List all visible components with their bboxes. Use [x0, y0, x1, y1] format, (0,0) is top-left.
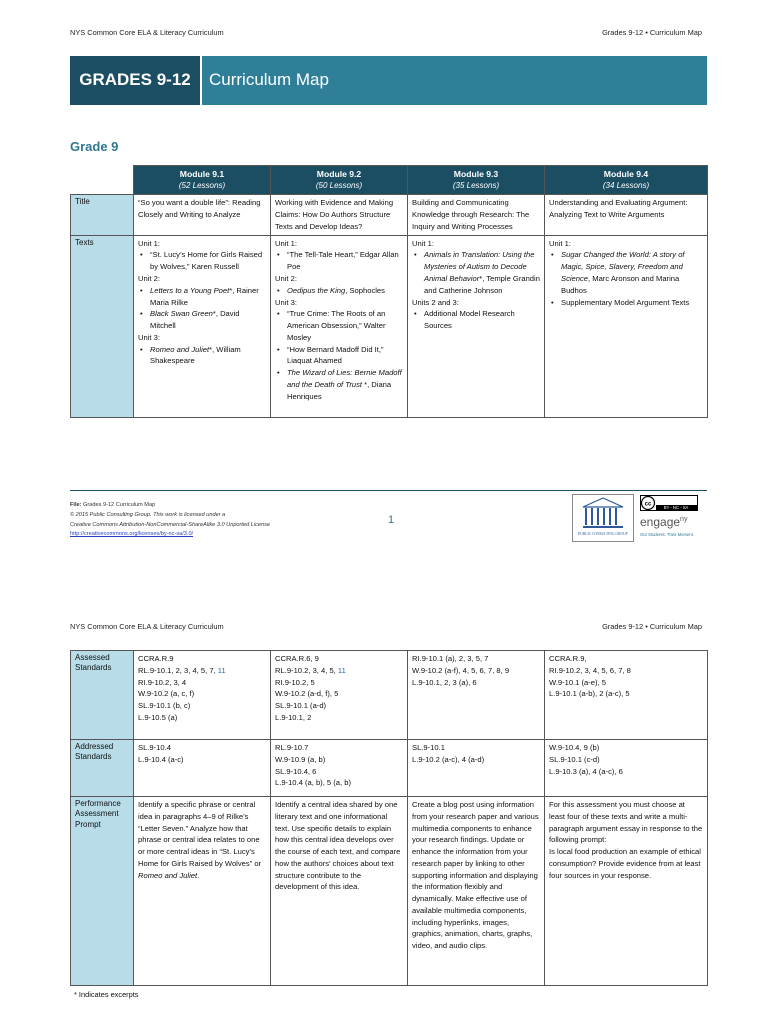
- text-item: [138, 285, 266, 309]
- text-list: [275, 285, 403, 297]
- standard-text: RL.9-10.2, 3, 4, 5,: [275, 665, 338, 675]
- assessed-cell-9-4: [545, 651, 708, 740]
- module-header-row: [71, 166, 708, 195]
- prompt-title: Romeo and Juliet: [138, 870, 198, 880]
- banner-grades: GRADES 9-12: [70, 56, 200, 105]
- performance-assessment-row: [71, 797, 708, 986]
- assessed-cell-9-1: [134, 651, 271, 740]
- texts-cell-9-4: [545, 235, 708, 417]
- creative-commons-badge: [640, 495, 698, 511]
- footer-file-name: Grades 9-12 Curriculum Map: [81, 502, 156, 508]
- text-list: [275, 249, 403, 273]
- standard-line: RI.9-10.2, 5: [275, 677, 315, 687]
- standard-line: [138, 665, 266, 677]
- assessed-standards-row: [71, 651, 708, 740]
- module-name: Module 9.1: [179, 169, 225, 179]
- running-header-left-page2: NYS Common Core ELA & Literacy Curriculum: [70, 622, 224, 631]
- standard-highlight: 11: [217, 665, 226, 675]
- standard-line: L.9-10.2 (a-c), 4 (a-d): [412, 754, 485, 764]
- standard-line: W.9-10.2 (a-d, f), 5: [275, 689, 339, 699]
- unit-label: Unit 2:: [275, 273, 297, 283]
- standard-line: L.9-10.3 (a), 4 (a-c), 6: [549, 766, 623, 776]
- assessed-cell-9-2: [271, 651, 408, 740]
- text-list: [138, 285, 266, 332]
- prompt-cell-9-4: [545, 797, 708, 986]
- standard-highlight: 11: [337, 665, 346, 675]
- texts-row: [71, 235, 708, 417]
- unit-label: Units 2 and 3:: [412, 297, 459, 307]
- addressed-cell-9-2: [271, 740, 408, 797]
- standard-line: CCRA.R.9,: [549, 654, 587, 663]
- text-author: *, Temple Grandin and Catherine Johnson: [424, 273, 540, 295]
- pcg-logo-text: PUBLIC CONSULTING GROUP: [578, 532, 628, 536]
- module-lessons: (50 Lessons): [315, 180, 363, 190]
- curriculum-table-top: [70, 165, 708, 418]
- text-list: [412, 308, 540, 332]
- standard-line: L.9-10.1, 2: [275, 712, 312, 722]
- module-lessons: (52 Lessons): [178, 180, 226, 190]
- unit-label: Unit 1:: [275, 238, 297, 248]
- text-item: [138, 308, 266, 332]
- title-cell-9-1: “So you want a double life”: Reading Closely and Writing to Analyze: [134, 195, 271, 235]
- row-label-performance: Performance Assessment Prompt: [71, 797, 134, 986]
- text-title: Romeo and Juliet: [150, 344, 210, 354]
- standard-line: RI.9-10.2, 3, 4, 5, 6, 7, 8: [549, 665, 631, 675]
- title-banner: [70, 56, 707, 105]
- standard-line: SL.9-10.1 (c-d): [549, 754, 600, 764]
- text-list: [275, 308, 403, 402]
- standard-line: L.9-10.1, 2, 3 (a), 6: [412, 677, 477, 687]
- prompt-cell-9-2: Identify a central idea shared by one literary text and one informational text. Use specific details to explain how this central idea develops over the course of each text, and compare how the authors’ choices about text structure contribute to the development of this idea.: [271, 797, 408, 986]
- addressed-cell-9-1: [134, 740, 271, 797]
- module-header-9-3: [408, 166, 545, 195]
- text-list: [549, 249, 703, 308]
- text-item: [138, 344, 266, 368]
- standard-line: RI.9-10.2, 3, 4: [138, 677, 187, 687]
- standard-line: SL.9-10.4, 6: [275, 766, 317, 776]
- header-blank-cell: [71, 166, 134, 195]
- text-author: , Marc Aronson and Marina Budhos: [561, 273, 680, 295]
- text-item: • “St. Lucy’s Home for Girls Raised by Wolves,” Karen Russell: [138, 249, 266, 273]
- addressed-standards-row: [71, 740, 708, 797]
- addressed-cell-9-3: [408, 740, 545, 797]
- text-author: *, Diana Henriques: [287, 379, 392, 401]
- standard-line: W.9-10.9 (a, b): [275, 754, 326, 764]
- footer-license-block: [70, 501, 270, 540]
- text-author: *, David Mitchell: [150, 309, 240, 331]
- text-list: [138, 344, 266, 368]
- texts-cell-9-3: [408, 235, 545, 417]
- standard-line: RL.9-10.7: [275, 743, 309, 752]
- running-header-right-page2: Grades 9-12 • Curriculum Map: [602, 622, 702, 631]
- text-title: Letters to a Young Poet: [150, 285, 230, 295]
- text-author: , Sophocles: [345, 285, 385, 295]
- svg-text:cc: cc: [644, 501, 652, 508]
- standard-line: [275, 665, 403, 677]
- text-title: Oedipus the King: [287, 285, 346, 295]
- footer-license-name: Creative Commons Attribution-NonCommercial-ShareAlike 3.0 Unported License: [70, 521, 271, 528]
- assessed-cell-9-3: [408, 651, 545, 740]
- unit-label: Unit 1:: [549, 238, 571, 248]
- footer-file-line: [70, 501, 270, 511]
- text-item: • Supplementary Model Argument Texts: [549, 297, 703, 309]
- title-cell-9-2: Working with Evidence and Making Claims: How Do Authors Structure Texts and Develop Ideas?: [271, 195, 408, 235]
- standard-line: CCRA.R.9: [138, 654, 174, 663]
- addressed-cell-9-4: [545, 740, 708, 797]
- footer-copyright: © 2015 Public Consulting Group. This work is licensed under a: [70, 511, 226, 518]
- text-author: *, Rainer Maria Rilke: [150, 285, 259, 307]
- text-item: [275, 285, 403, 297]
- footer-license-link[interactable]: http://creativecommons.org/licenses/by-nc-sa/3.0/: [70, 531, 194, 538]
- prompt-question: Is local food production an example of ethical consumption? Provide evidence from at least four sources in your response.: [549, 847, 701, 880]
- standard-line: W.9-10.2 (a, c, f): [138, 689, 195, 699]
- standard-line: L.9-10.1 (a-b), 2 (a-c), 5: [549, 689, 630, 699]
- running-header-left: NYS Common Core ELA & Literacy Curriculum: [70, 28, 224, 37]
- text-item: [275, 367, 403, 402]
- prompt-cell-9-3: Create a blog post using information from your research paper and various multimedia components to enhance your research findings. Update or enhance the information from your research paper by linking to other supporting information and displaying the information flexibly and dynamically. Make effective use of available multimedia components, including hyperlinks, images, graphics, animation, charts, graphs, video, and audio clips.: [408, 797, 545, 986]
- pcg-building-icon: [573, 495, 633, 541]
- standard-line: W.9-10.1 (a-e), 5: [549, 677, 606, 687]
- text-title: The Wizard of Lies: Bernie Madoff and the Death of Trust: [287, 368, 402, 389]
- unit-label: Unit 3:: [275, 297, 297, 307]
- cc-license-text: BY - NC - SA: [663, 505, 689, 510]
- page-number: 1: [388, 514, 395, 526]
- text-title: Black Swan Green: [150, 309, 213, 319]
- module-lessons: (34 Lessons): [602, 180, 650, 190]
- engageny-logo: [640, 513, 687, 532]
- prompt-text: For this assessment you must choose at least four of these texts and write a multi-paragraph argument essay in response to the following prompt:: [549, 800, 703, 845]
- text-title: Sugar Changed the World: A story of Magic, Spice, Slavery, Freedom and Science: [561, 250, 685, 283]
- standard-line: L.9-10.4 (a, b), 5 (a, b): [275, 778, 351, 788]
- pcg-logo: [572, 494, 634, 542]
- standard-line: CCRA.R.6, 9: [275, 654, 319, 663]
- running-header-right: Grades 9-12 • Curriculum Map: [602, 28, 702, 37]
- excerpt-note: * Indicates excerpts: [74, 990, 139, 999]
- module-name: Module 9.4: [603, 169, 649, 179]
- module-header-9-2: [271, 166, 408, 195]
- title-cell-9-3: Building and Communicating Knowledge through Research: The Inquiry and Writing Processes: [408, 195, 545, 235]
- texts-cell-9-2: [271, 235, 408, 417]
- engageny-tagline: Our Students. Their Moment.: [640, 532, 694, 537]
- row-label-addressed: Addressed Standards: [71, 740, 134, 797]
- row-label-texts: Texts: [71, 235, 134, 417]
- standard-line: W.9-10.2 (a-f), 4, 5, 6, 7, 8, 9: [412, 665, 510, 675]
- cc-license-icon: [640, 495, 698, 511]
- standard-text: RL.9-10.1, 2, 3, 4, 5, 7,: [138, 665, 218, 675]
- text-item: • “How Bernard Madoff Did It,” Liaquat Ahamed: [275, 344, 403, 368]
- footer-rule: [70, 490, 707, 491]
- standard-line: W.9-10.4, 9 (b): [549, 743, 600, 752]
- banner-title: Curriculum Map: [202, 56, 707, 105]
- row-label-assessed: Assessed Standards: [71, 651, 134, 740]
- title-row: [71, 195, 708, 235]
- text-title: Animals in Translation: Using the Mysteries of Autism to Decode Animal Behavior: [424, 250, 535, 283]
- unit-label: Unit 3:: [138, 332, 160, 342]
- prompt-cell-9-1: [134, 797, 271, 986]
- unit-label: Unit 1:: [138, 238, 160, 248]
- module-name: Module 9.2: [316, 169, 362, 179]
- text-item: • “True Crime: The Roots of an American Obsession,” Walter Mosley: [275, 308, 403, 343]
- standard-line: SL.9-10.1 (a-d): [275, 701, 327, 711]
- title-cell-9-4: Understanding and Evaluating Argument: Analyzing Text to Write Arguments: [545, 195, 708, 235]
- module-name: Module 9.3: [453, 169, 499, 179]
- curriculum-table-bottom: [70, 650, 708, 986]
- prompt-text: Identify a specific phrase or central idea in paragraphs 4–9 of Rilke’s “Letter Seven.” Analyze how that phrase or central idea relates to one or more central ideas in “St. Lucy’s Home for Girls Raised by Wolves” or: [138, 800, 262, 868]
- text-item: [412, 249, 540, 296]
- unit-label: Unit 1:: [412, 238, 434, 248]
- module-header-9-1: [134, 166, 271, 195]
- texts-cell-9-1: [134, 235, 271, 417]
- standard-line: SL.9-10.4: [138, 743, 171, 752]
- module-lessons: (35 Lessons): [452, 180, 500, 190]
- standard-line: SL.9-10.1: [412, 743, 445, 752]
- unit-label: Unit 2:: [138, 273, 160, 283]
- standard-line: L.9-10.5 (a): [138, 712, 178, 722]
- standard-line: SL.9-10.1 (b, c): [138, 701, 191, 711]
- text-item: [549, 249, 703, 296]
- text-author: *, William Shakespeare: [150, 344, 241, 366]
- standard-line: L.9-10.4 (a-c): [138, 754, 184, 764]
- engageny-word: engage: [640, 515, 681, 529]
- prompt-end: .: [197, 870, 200, 880]
- text-list: [138, 249, 266, 273]
- grade-heading: Grade 9: [70, 139, 119, 154]
- footer-file-label: File:: [70, 502, 82, 508]
- engageny-sup: ny: [680, 516, 688, 523]
- text-item: • “The Tell-Tale Heart,” Edgar Allan Poe: [275, 249, 403, 273]
- text-item: • Additional Model Research Sources: [412, 308, 540, 332]
- module-header-9-4: [545, 166, 708, 195]
- row-label-title: Title: [71, 195, 134, 235]
- standard-line: RI.9-10.1 (a), 2, 3, 5, 7: [412, 654, 489, 663]
- text-list: [412, 249, 540, 296]
